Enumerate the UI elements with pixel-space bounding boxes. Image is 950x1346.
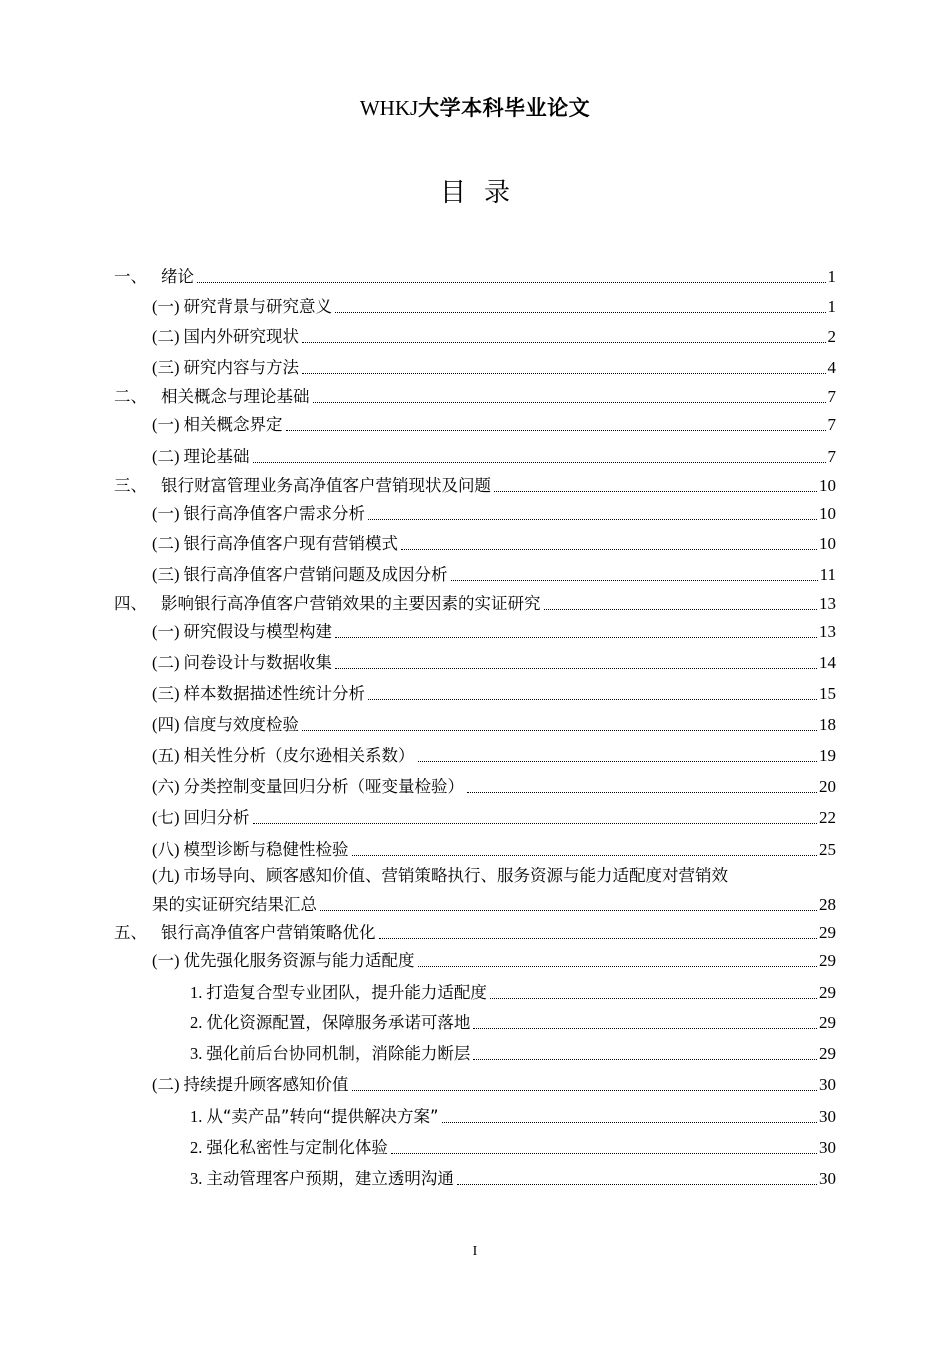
toc-entry-title: 相关性分析（皮尔逊相关系数） xyxy=(183,746,415,765)
toc-entry-title: 银行高净值客户需求分析 xyxy=(183,504,365,523)
toc-entry-title: 强化私密性与定制化体验 xyxy=(206,1138,388,1157)
toc-entry-page: 20 xyxy=(819,777,836,796)
toc-entry-number: (二) xyxy=(152,327,180,346)
toc-entry-label xyxy=(152,531,398,557)
toc-entry-number: (一) xyxy=(152,415,180,434)
toc-entry-label xyxy=(152,681,365,707)
toc-entry-title: 模型诊断与稳健性检验 xyxy=(183,840,349,859)
toc-entry xyxy=(152,444,836,470)
toc-leader-dots xyxy=(451,580,818,581)
toc-entry-number: (二) xyxy=(152,1075,180,1094)
toc-entry-label xyxy=(152,444,250,470)
toc-entry-title: 问卷设计与数据收集 xyxy=(183,653,332,672)
toc-leader-dots xyxy=(335,668,817,669)
toc-entry-page: 7 xyxy=(827,415,836,434)
toc-entry xyxy=(152,562,836,588)
toc-entry-title: 研究内容与方法 xyxy=(183,358,299,377)
toc-entry-label xyxy=(190,1041,470,1067)
toc-leader-dots xyxy=(368,699,817,700)
toc-entry-title: 从“卖产品”转向“提供解决方案” xyxy=(206,1107,439,1126)
toc-entry-number: (五) xyxy=(152,746,180,765)
toc-leader-dots xyxy=(418,761,818,762)
toc-leader-dots xyxy=(335,637,817,638)
toc-entry-number: 1. xyxy=(190,983,203,1002)
header-caption: 大学本科毕业论文 xyxy=(418,96,591,120)
toc-entry-title: 理论基础 xyxy=(183,447,250,466)
toc-entry-label xyxy=(190,1010,470,1036)
toc-entry xyxy=(114,920,836,946)
toc-entry-page: 7 xyxy=(827,447,836,466)
toc-entry xyxy=(152,892,836,918)
header-school-code: WHKJ xyxy=(359,96,419,120)
toc-entry-title: 研究假设与模型构建 xyxy=(183,622,332,641)
toc-leader-dots xyxy=(313,402,826,403)
toc-entry xyxy=(152,650,836,676)
toc-entry-page: 28 xyxy=(819,895,836,914)
toc-entry-number: 四、 xyxy=(114,594,147,613)
toc-entry-page: 4 xyxy=(827,358,836,377)
toc-entry xyxy=(152,531,836,557)
toc-entry-title: 市场导向、顾客感知价值、营销策略执行、服务资源与能力适配度对营销效 xyxy=(183,866,728,885)
toc-entry xyxy=(114,591,836,617)
toc-entry-title: 信度与效度检验 xyxy=(183,715,299,734)
toc-leader-dots xyxy=(379,938,818,939)
toc-entry xyxy=(152,294,836,320)
toc-entry-number: (三) xyxy=(152,684,180,703)
toc-entry-title: 银行高净值客户营销问题及成因分析 xyxy=(183,565,448,584)
toc-entry-page: 1 xyxy=(827,267,836,286)
toc-entry-page: 18 xyxy=(819,715,836,734)
toc-entry-number: (四) xyxy=(152,715,180,734)
toc-entry-label xyxy=(152,650,332,676)
toc-entry xyxy=(190,1104,836,1130)
toc-leader-dots xyxy=(253,462,826,463)
toc-entry-number: (六) xyxy=(152,777,180,796)
toc-leader-dots xyxy=(544,609,818,610)
toc-entry-label xyxy=(190,980,487,1006)
toc-entry-title: 银行高净值客户现有营销模式 xyxy=(183,534,398,553)
toc-leader-dots xyxy=(418,966,818,967)
toc-leader-dots xyxy=(401,549,817,550)
toc-entry-number: 五、 xyxy=(114,923,147,942)
toc-entry-page: 30 xyxy=(819,1169,836,1188)
toc-leader-dots xyxy=(494,491,817,492)
toc-entry-page: 2 xyxy=(827,327,836,346)
toc-entry xyxy=(152,712,836,738)
toc-entry-title: 绪论 xyxy=(161,267,194,286)
toc-entry-label xyxy=(114,473,491,499)
toc-entry-number: (一) xyxy=(152,504,180,523)
toc-entry-title: 打造复合型专业团队，提升能力适配度 xyxy=(206,983,487,1002)
toc-entry-number: 3. xyxy=(190,1044,203,1063)
toc-leader-dots xyxy=(302,730,817,731)
toc-entry-title: 国内外研究现状 xyxy=(183,327,299,346)
toc-entry-label xyxy=(152,562,448,588)
toc-entry-page: 25 xyxy=(819,840,836,859)
toc-entry xyxy=(152,619,836,645)
toc-entry-page: 30 xyxy=(819,1138,836,1157)
toc-entry-page: 15 xyxy=(819,684,836,703)
toc-leader-dots xyxy=(352,855,818,856)
toc-entry-title: 样本数据描述性统计分析 xyxy=(183,684,365,703)
toc-entry-label xyxy=(114,920,376,946)
toc-entry-label xyxy=(152,837,349,863)
toc-entry-page: 14 xyxy=(819,653,836,672)
toc-entry-label xyxy=(152,774,464,800)
toc-entry xyxy=(152,863,836,889)
toc-entry-page: 30 xyxy=(819,1075,836,1094)
toc-entry xyxy=(190,1135,836,1161)
toc-entry-number: (七) xyxy=(152,808,180,827)
toc-entry-page: 29 xyxy=(819,1013,836,1032)
document-header xyxy=(0,92,950,122)
toc-entry-label xyxy=(152,324,299,350)
toc-entry-title: 主动管理客户预期，建立透明沟通 xyxy=(206,1169,454,1188)
toc-entry-label xyxy=(152,501,365,527)
toc-leader-dots xyxy=(286,430,826,431)
toc-entry-number: (三) xyxy=(152,565,180,584)
toc-entry-number: (一) xyxy=(152,951,180,970)
toc-entry-title: 研究背景与研究意义 xyxy=(183,297,332,316)
toc-entry-page: 10 xyxy=(819,476,836,495)
toc-entry-number: 三、 xyxy=(114,476,147,495)
toc-entry-page: 13 xyxy=(819,622,836,641)
toc-entry xyxy=(152,412,836,438)
toc-entry-label xyxy=(152,619,332,645)
toc-entry-number: (三) xyxy=(152,358,180,377)
toc-entry-page: 29 xyxy=(819,983,836,1002)
toc-entry-page: 29 xyxy=(819,923,836,942)
toc-entry-page: 19 xyxy=(819,746,836,765)
toc-entry-page: 10 xyxy=(819,534,836,553)
toc-entry-title: 强化前后台协同机制，消除能力断层 xyxy=(206,1044,471,1063)
toc-title: 目录 xyxy=(439,178,528,208)
toc-entry-page: 22 xyxy=(819,808,836,827)
toc-entry xyxy=(152,743,836,769)
toc-entry xyxy=(152,837,836,863)
toc-entry xyxy=(190,1166,836,1192)
toc-entry-number: (二) xyxy=(152,447,180,466)
toc-entry-label xyxy=(152,863,728,889)
toc-leader-dots xyxy=(368,519,817,520)
toc-entry-label xyxy=(114,264,194,290)
toc-entry-label xyxy=(152,712,299,738)
toc-entry xyxy=(152,324,836,350)
toc-entry xyxy=(114,473,836,499)
toc-entry xyxy=(152,948,836,974)
toc-entry-number: (一) xyxy=(152,622,180,641)
toc-entry-number: (二) xyxy=(152,534,180,553)
toc-entry-number: 一、 xyxy=(114,267,147,286)
toc-leader-dots xyxy=(490,998,817,999)
toc-leader-dots xyxy=(467,792,817,793)
toc-entry-number: 2. xyxy=(190,1013,203,1032)
toc-entry-number: (八) xyxy=(152,840,180,859)
toc-entry-page: 1 xyxy=(827,297,836,316)
toc-entry-page: 29 xyxy=(819,951,836,970)
toc-leader-dots xyxy=(391,1153,817,1154)
toc-entry-title: 持续提升顾客感知价值 xyxy=(183,1075,349,1094)
toc-entry-title: 分类控制变量回归分析（哑变量检验） xyxy=(183,777,464,796)
toc-entry xyxy=(152,805,836,831)
toc-entry-title: 银行高净值客户营销策略优化 xyxy=(161,923,376,942)
toc-entry-title: 优化资源配置，保障服务承诺可落地 xyxy=(206,1013,471,1032)
toc-entry-title: 回归分析 xyxy=(183,808,250,827)
toc-entry-title: 优先强化服务资源与能力适配度 xyxy=(183,951,415,970)
toc-entry-title: 果的实证研究结果汇总 xyxy=(152,895,317,914)
toc-leader-dots xyxy=(473,1028,817,1029)
toc-entry xyxy=(190,1041,836,1067)
page-number: I xyxy=(472,1244,478,1259)
toc-entry-label xyxy=(190,1166,454,1192)
toc-leader-dots xyxy=(302,373,826,374)
toc-leader-dots xyxy=(253,823,818,824)
toc-entry xyxy=(152,774,836,800)
toc-entry-number: 1. xyxy=(190,1107,203,1126)
toc-leader-dots xyxy=(442,1122,817,1123)
toc-entry xyxy=(152,501,836,527)
toc-leader-dots xyxy=(352,1090,818,1091)
toc-entry xyxy=(114,264,836,290)
toc-entry-label xyxy=(152,1072,349,1098)
toc-leader-dots xyxy=(335,312,826,313)
toc-entry-label xyxy=(152,948,415,974)
toc-entry-label xyxy=(152,294,332,320)
toc-entry-label xyxy=(190,1135,388,1161)
toc-entry-number: 3. xyxy=(190,1169,203,1188)
toc-entry-number: (二) xyxy=(152,653,180,672)
toc-entry-label xyxy=(114,591,541,617)
toc-entry xyxy=(190,1010,836,1036)
toc-leader-dots xyxy=(473,1059,817,1060)
toc-entry-label xyxy=(152,412,283,438)
toc-entry-label xyxy=(152,355,299,381)
toc-entry-page: 11 xyxy=(819,565,836,584)
toc-entry-number: 2. xyxy=(190,1138,203,1157)
toc-entry-number: (一) xyxy=(152,297,180,316)
toc-entry-label xyxy=(152,743,415,769)
toc-entry xyxy=(190,980,836,1006)
toc-leader-dots xyxy=(457,1184,817,1185)
toc-entry xyxy=(152,355,836,381)
toc-entry xyxy=(114,384,836,410)
toc-entry-page: 10 xyxy=(819,504,836,523)
toc-entry-page: 7 xyxy=(827,387,836,406)
toc-entry-page: 29 xyxy=(819,1044,836,1063)
toc-entry-label xyxy=(114,384,310,410)
toc-entry-number: 二、 xyxy=(114,387,147,406)
toc-entry-label xyxy=(152,892,317,918)
toc-entry-title: 影响银行高净值客户营销效果的主要因素的实证研究 xyxy=(161,594,541,613)
toc-leader-dots xyxy=(320,910,817,911)
toc-leader-dots xyxy=(197,282,826,283)
toc-entry-number: (九) xyxy=(152,866,180,885)
toc-entry-title: 银行财富管理业务高净值客户营销现状及问题 xyxy=(161,476,491,495)
toc-entry-page: 30 xyxy=(819,1107,836,1126)
toc-entry xyxy=(152,681,836,707)
toc-entry-title: 相关概念界定 xyxy=(183,415,283,434)
toc-entry-page: 13 xyxy=(819,594,836,613)
toc-entry-title: 相关概念与理论基础 xyxy=(161,387,310,406)
toc-leader-dots xyxy=(302,342,826,343)
toc-entry-label xyxy=(152,805,250,831)
toc-entry xyxy=(152,1072,836,1098)
toc-entry-label xyxy=(190,1104,439,1130)
